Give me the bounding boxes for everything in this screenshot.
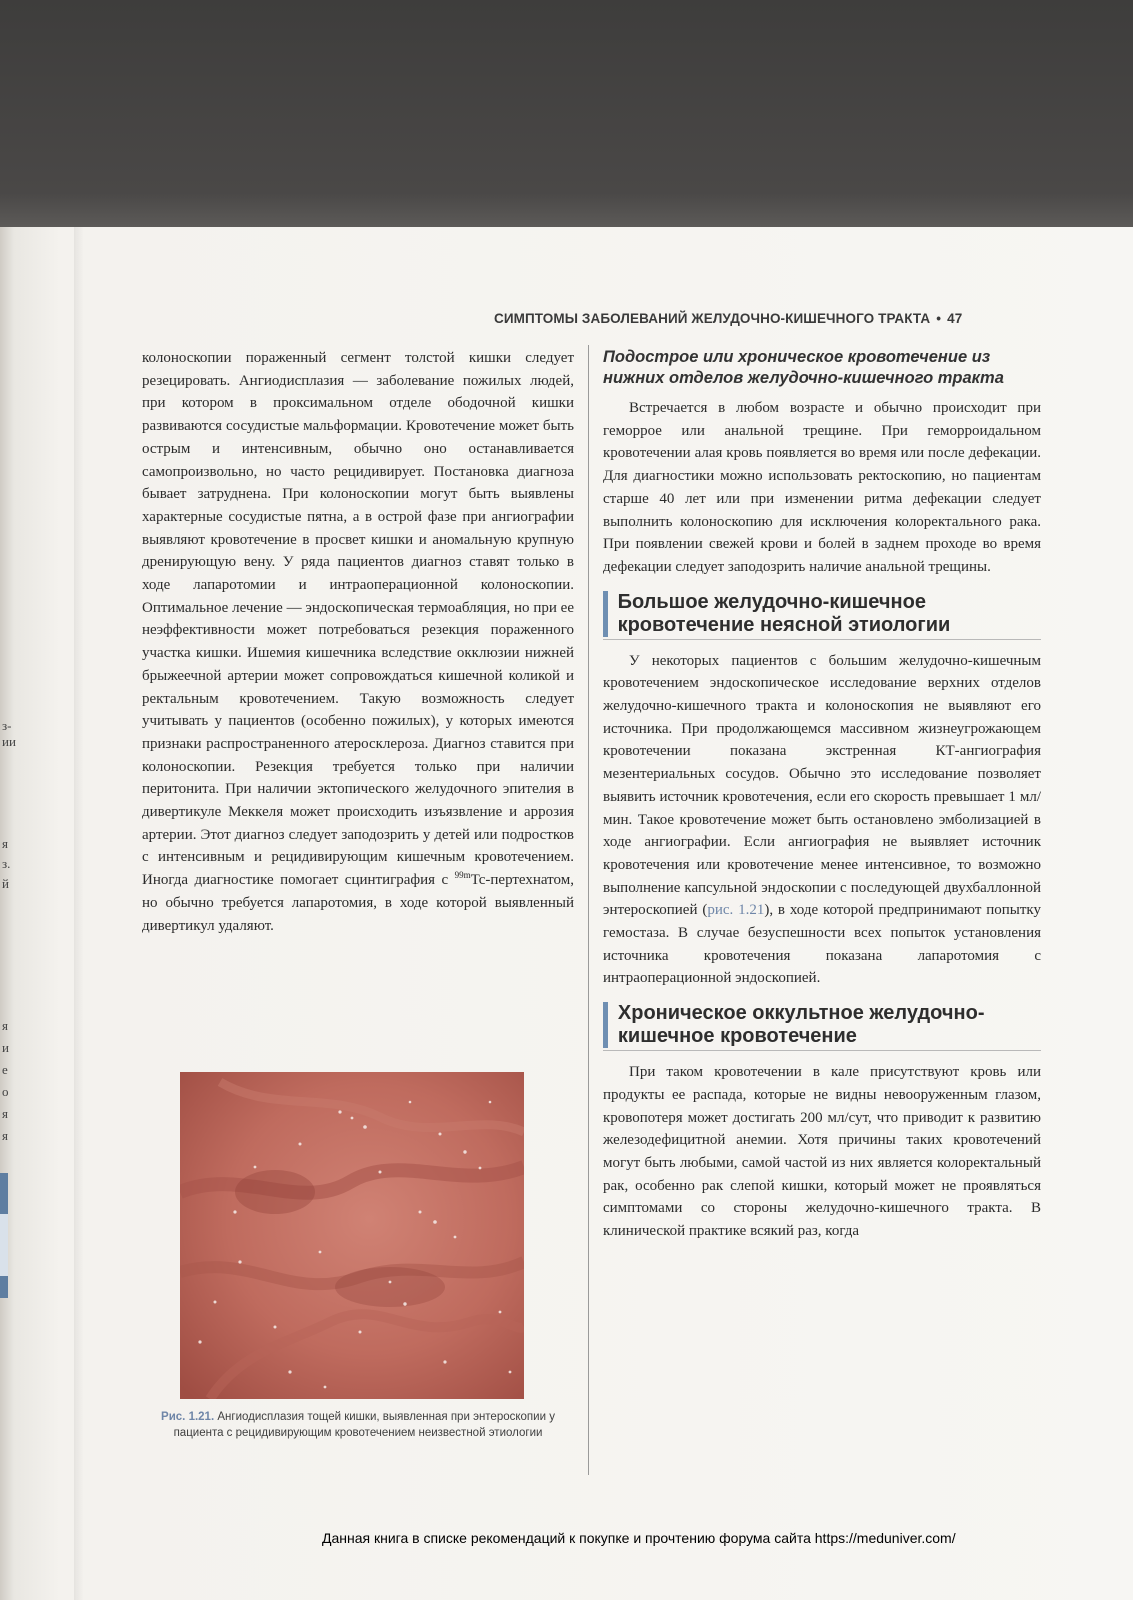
edge-fragment: я [2,1106,8,1121]
section-title: Большое желудочно-кишечное кровотечение неясной этиологии [617,590,951,636]
subsection-title: Подострое или хроническое кровотечение из нижних отделов желудочно-кишечного тракта [603,348,1004,387]
endoscopy-image [180,1072,524,1399]
isotope-superscript: 99m [454,870,471,881]
paragraph-text-end: Tc-пертехнатом, но обычно требуется лапаротомия, в ходе которой выявленный дивертикул удаляют. [142,872,574,934]
dark-scan-margin [0,0,1133,227]
running-head-title: СИМПТОМЫ ЗАБОЛЕВАНИЙ ЖЕЛУДОЧНО-КИШЕЧНОГО ТРАКТА [494,311,931,326]
section-paragraph: При таком кровотечении в кале присутствуют кровь или продукты ее распада, которые не видны невооруженным глазом, кровопотеря может достигать 200 мл/сут, что приводит к развитию железодефицитной анемии. Хотя причины таких кровотечений могут быть любыми, самой частой из них является колоректальный рак, особенно рак слепой кишки, который может не проявляться симптомами со стороны желудочно-кишечного тракта. В клинической практике всякий раз, когда [603,1064,1041,1240]
edge-fragment: й [2,876,9,891]
edge-fragment: я [2,1128,8,1143]
section-accent-bar [603,1002,608,1048]
edge-fragment: я [2,836,8,851]
figure-caption-text: Ангиодисплазия тощей кишки, выявленная при энтероскопии у пациента с рецидивирующим кровотечением неизвестной этиологии [173,1411,555,1439]
edge-fragment: з. [2,856,11,871]
edge-fragment: я [2,1018,8,1033]
right-column [603,347,1041,1243]
previous-page-color-block-inner [0,1214,8,1276]
figure-label: Рис. 1.21. [161,1411,215,1423]
section-paragraph [603,650,1041,991]
edge-fragment: з- [2,718,12,733]
figure-reference-link[interactable]: рис. 1.21 [707,902,765,919]
section-accent-bar [603,591,608,637]
section-text: У некоторых пациентов с большим желудочно-кишечным кровотечением эндоскопическое исследование верхних отделов желудочно-кишечного тракта и колоноскопия не выявляют его источника. При продолжающемся массивном жизнеугрожающем кровотечении показана экстренная КТ-ангиография мезентериальных сосудов. Обычно это исследование позволяет выявить источник кровотечения, если его скорость превышает 1 мл/мин. Такое кровотечение может быть остановлено эмболизацией в ходе ангиографии. Если ангиография не выявляет источник кровотечения или кровотечение менее интенсивное, то возможно выполнение капсульной эндоскопии с последующей двухбаллонной энтероскопией ( [603,652,1041,919]
subsection-paragraph: Встречается в любом возрасте и обычно происходит при геморрое или анальной трещине. При геморроидальном кровотечении алая кровь появляется во время или после дефекации. Для диагностики можно использовать ректоскопию, но пациентам старше 40 лет или при изменении ритма дефекации следует выполнить колоноскопию для исключения колоректального рака. При появлении свежей крови и болей в заднем проходе во время дефекации следует заподозрить наличие анальной трещины. [603,400,1041,575]
figure-caption [142,1410,574,1441]
page-number: 47 [947,311,963,326]
column-divider [588,345,589,1475]
edge-fragment: и [2,1040,9,1055]
edge-fragment: е [2,1062,8,1077]
section-heading [603,591,1041,640]
endoscopy-figure [180,1072,524,1399]
running-head [494,311,1054,326]
page-spine-shadow [74,227,84,1600]
section-heading [603,1002,1041,1051]
paragraph-text: колоноскопии пораженный сегмент толстой кишки следует резецировать. Ангиодисплазия — заболевание пожилых людей, при котором в проксимальном отделе ободочной кишки развиваются сосудистые мальформации. Кровотечение может быть острым и интенсивным, обычно оно останавливается самопроизвольно, но часто рецидивирует. Постановка диагноза бывает затруднена. При колоноскопии могут быть выявлены характерные сосудистые пятна, а в острой фазе при ангиографии выявляют кровотечение в просвет кишки и аномальную крупную дренирующую вену. У ряда пациентов диагноз ставят только в ходе лапаротомии и интраоперационной колоноскопии. Оптимальное лечение — эндоскопическая термоабляция, но при ее неэффективности может потребоваться резекция пораженного участка кишки. Ишемия кишечника вследствие окклюзии нижней брыжеечной артерии может сопровождаться кишечной коликой и ректальным кровотечением. Такую возможность следует учитывать у пациентов (особенно пожилых), у которых имеются признаки распространенного атеросклероза. Диагноз ставится при колоноскопии. Резекция требуется только при наличии перитонита. При наличии эктопического желудочного эпителия в дивертикуле Меккеля может происходить изъязвление и аррозия артерии. Этот диагноз следует заподозрить у детей или подростков с интенсивным и рецидивирующим кишечным кровотечением. Иногда диагностике помогает сцинтиграфия с [142,350,574,889]
footer-notice: Данная книга в списке рекомендаций к покупке и прочтению форума сайта https://meduniver.com/ [322,1530,956,1546]
edge-fragment: ии [2,734,16,749]
section-title: Хроническое оккультное желудочно-кишечное кровотечение [617,1002,985,1048]
edge-fragment: о [2,1084,9,1099]
running-head-separator: • [936,311,942,326]
body-paragraph [142,347,574,937]
section-text-end: ), в ходе которой предпринимают попытку гемостаза. В случае безуспешности всех попыток установления источника кровотечения показана лапаротомия с интраоперационной эндоскопией. [603,902,1041,987]
left-column [142,347,574,937]
